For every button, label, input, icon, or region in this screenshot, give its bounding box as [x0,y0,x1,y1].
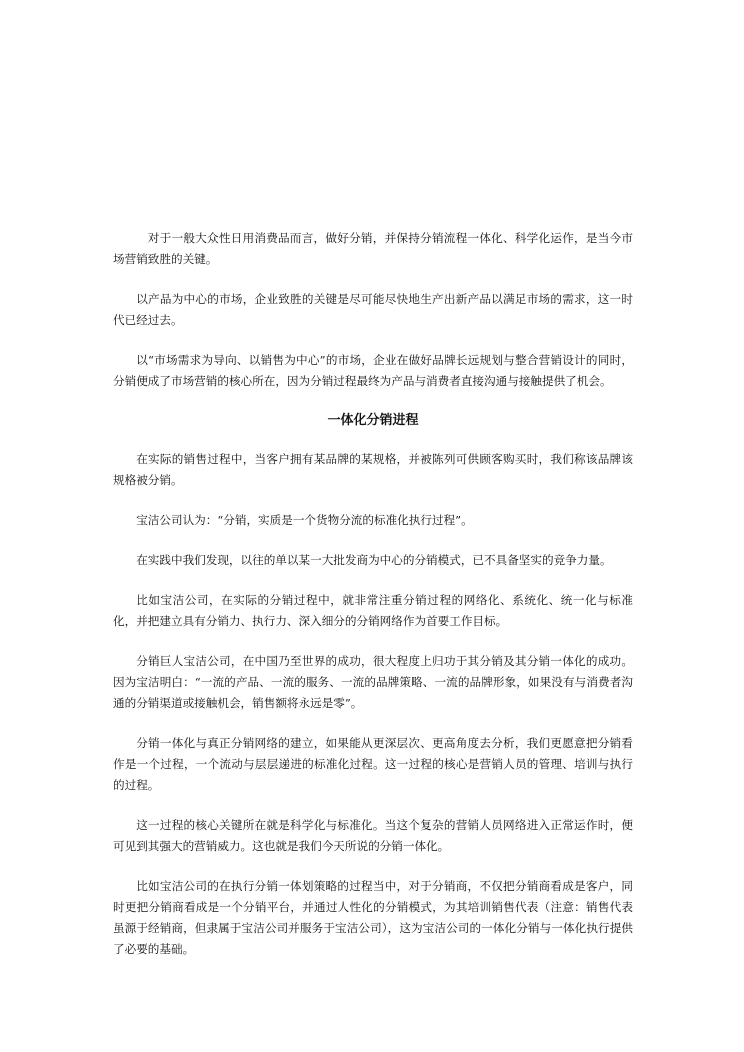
paragraph: 分销巨人宝洁公司，在中国乃至世界的成功，很大程度上归功于其分销及其分销一体化的成功。因为宝洁明白：“一流的产品、一流的服务、一流的品牌策略、一流的品牌形象，如果没有与消费者沟通的分销渠道或接触机会，销售额将永远是零”。 [113,654,633,710]
paragraph: 以“市场需求为导向、以销售为中心”的市场，企业在做好品牌长远规划与整合营销设计的同时，分销便成了市场营销的核心所在，因为分销过程最终为产品与消费者直接沟通与接触提供了机会。 [113,353,633,388]
paragraph: 这一过程的核心关键所在就是科学化与标准化。当这个复杂的营销人员网络进入正常运作时，便可见到其强大的营销威力。这也就是我们今天所说的分销一体化。 [113,818,633,853]
paragraph: 对于一般大众性日用消费品而言，做好分销，并保持分销流程一体化、科学化运作，是当今市场营销致胜的关键。 [113,231,633,266]
paragraph: 比如宝洁公司的在执行分销一体划策略的过程当中，对于分销商，不仅把分销商看成是客户，同时更把分销商看成是一个分销平台，并通过人性化的分销模式，为其培训销售代表（注意：销售代表虽源于经销商，但隶属于宝洁公司并服务于宝洁公司），这为宝洁公司的一体化分销与一体化执行提供了必要的基础。 [113,879,633,956]
document-page [113,228,633,979]
paragraph: 以产品为中心的市场，企业致胜的关键是尽可能尽快地生产出新产品以满足市场的需求，这一时代已经过去。 [113,292,633,327]
paragraph: 宝洁公司认为：“分销，实质是一个货物分流的标准化执行过程”。 [136,513,473,527]
paragraph: 分销一体化与真正分销网络的建立，如果能从更深层次、更高角度去分析，我们更愿意把分销看作是一个过程，一个流动与层层递进的标准化过程。这一过程的核心是营销人员的管理、培训与执行的过程。 [113,736,633,792]
paragraph: 比如宝洁公司，在实际的分销过程中，就非常注重分销过程的网络化、系统化、统一化与标准化，并把建立具有分销力、执行力、深入细分的分销网络作为首要工作目标。 [113,593,633,628]
section-heading: 一体化分销进程 [327,413,419,428]
paragraph: 在实践中我们发现，以往的单以某一大批发商为中心的分销模式，已不具备坚实的竞争力量。 [136,553,612,567]
paragraph: 在实际的销售过程中，当客户拥有某品牌的某规格，并被陈列可供顾客购买时，我们称该品牌该规格被分销。 [113,452,633,487]
